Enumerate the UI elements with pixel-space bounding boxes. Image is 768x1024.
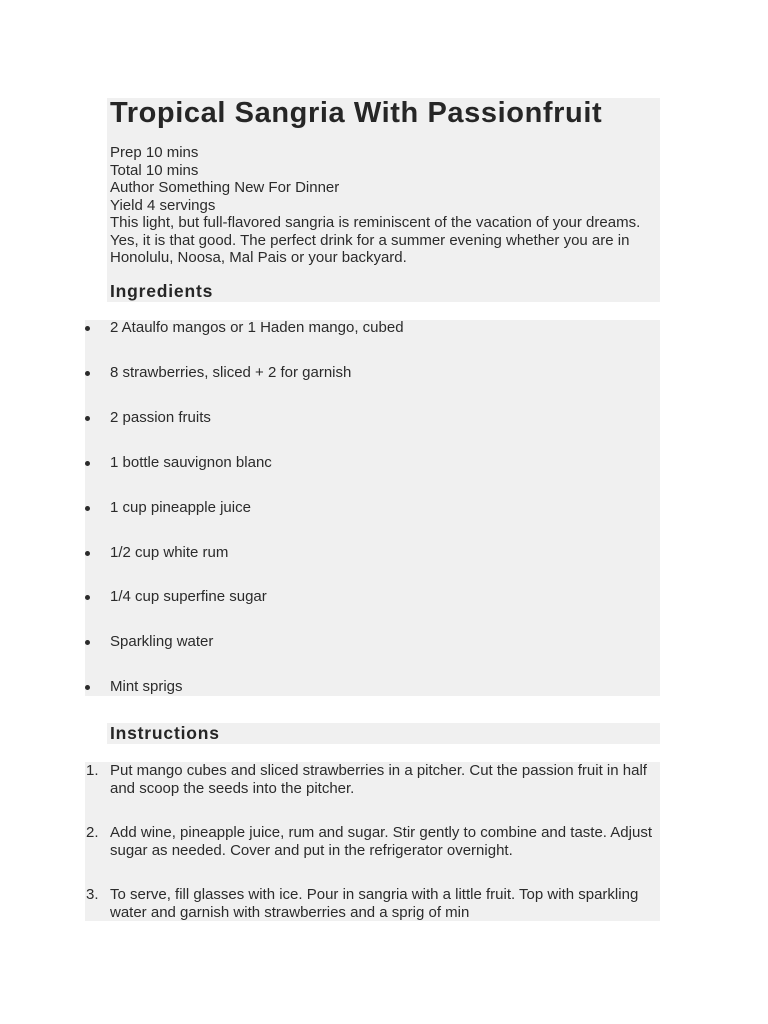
ingredient-item — [110, 678, 183, 696]
step-number: 1. — [86, 762, 99, 779]
ingredient-text: Sparkling water — [110, 633, 214, 650]
prep-time: Prep 10 mins — [110, 144, 199, 161]
ingredient-text: 1/4 cup superfine sugar — [110, 588, 267, 605]
ingredient-item — [110, 409, 211, 427]
ingredient-item — [110, 544, 228, 562]
instructions-heading: Instructions — [110, 723, 220, 743]
ingredient-text: 1 bottle sauvignon blanc — [110, 454, 272, 471]
ingredient-text: Mint sprigs — [110, 678, 183, 695]
ingredient-item — [110, 499, 251, 517]
step-text: Add wine, pineapple juice, rum and sugar. Stir gently to combine and taste. Adjust sugar as needed. Cover and put in the refrigerator overnight. — [110, 824, 652, 859]
ingredient-item — [110, 364, 351, 382]
bullet-icon — [85, 551, 90, 556]
total-time: Total 10 mins — [110, 162, 199, 179]
ingredient-item — [110, 588, 267, 606]
recipe-yield: Yield 4 servings — [110, 197, 216, 214]
recipe-title: Tropical Sangria With Passionfruit — [110, 97, 603, 129]
ingredient-text: 2 Ataulfo mangos or 1 Haden mango, cubed — [110, 319, 404, 336]
ingredient-item — [110, 319, 404, 337]
bullet-icon — [85, 326, 90, 331]
instruction-step — [86, 824, 660, 859]
step-text: To serve, fill glasses with ice. Pour in sangria with a little fruit. Top with sparkling water and garnish with strawberries and a sprig of min — [110, 886, 639, 921]
step-number: 3. — [86, 886, 99, 903]
bullet-icon — [85, 371, 90, 376]
bullet-icon — [85, 506, 90, 511]
bullet-icon — [85, 595, 90, 600]
bullet-icon — [85, 640, 90, 645]
bullet-icon — [85, 461, 90, 466]
ingredient-text: 8 strawberries, sliced + 2 for garnish — [110, 364, 352, 381]
recipe-description: This light, but full-flavored sangria is reminiscent of the vacation of your dreams. Yes, it is that good. The perfect drink for a summer evening whether you are in Honolulu, Noosa, Mal Pais or your backyard. — [110, 214, 641, 266]
ingredient-item — [110, 633, 213, 651]
ingredient-text: 1 cup pineapple juice — [110, 499, 251, 516]
instruction-step — [86, 762, 660, 797]
recipe-author: Author Something New For Dinner — [110, 179, 340, 196]
ingredient-text: 1/2 cup white rum — [110, 544, 229, 561]
bullet-icon — [85, 685, 90, 690]
step-number: 2. — [86, 824, 99, 841]
step-text: Put mango cubes and sliced strawberries in a pitcher. Cut the passion fruit in half and scoop the seeds into the pitcher. — [110, 762, 647, 797]
ingredient-item — [110, 454, 272, 472]
bullet-icon — [85, 416, 90, 421]
ingredients-heading: Ingredients — [110, 281, 214, 301]
ingredient-text: 2 passion fruits — [110, 409, 211, 426]
instruction-step — [86, 886, 660, 921]
